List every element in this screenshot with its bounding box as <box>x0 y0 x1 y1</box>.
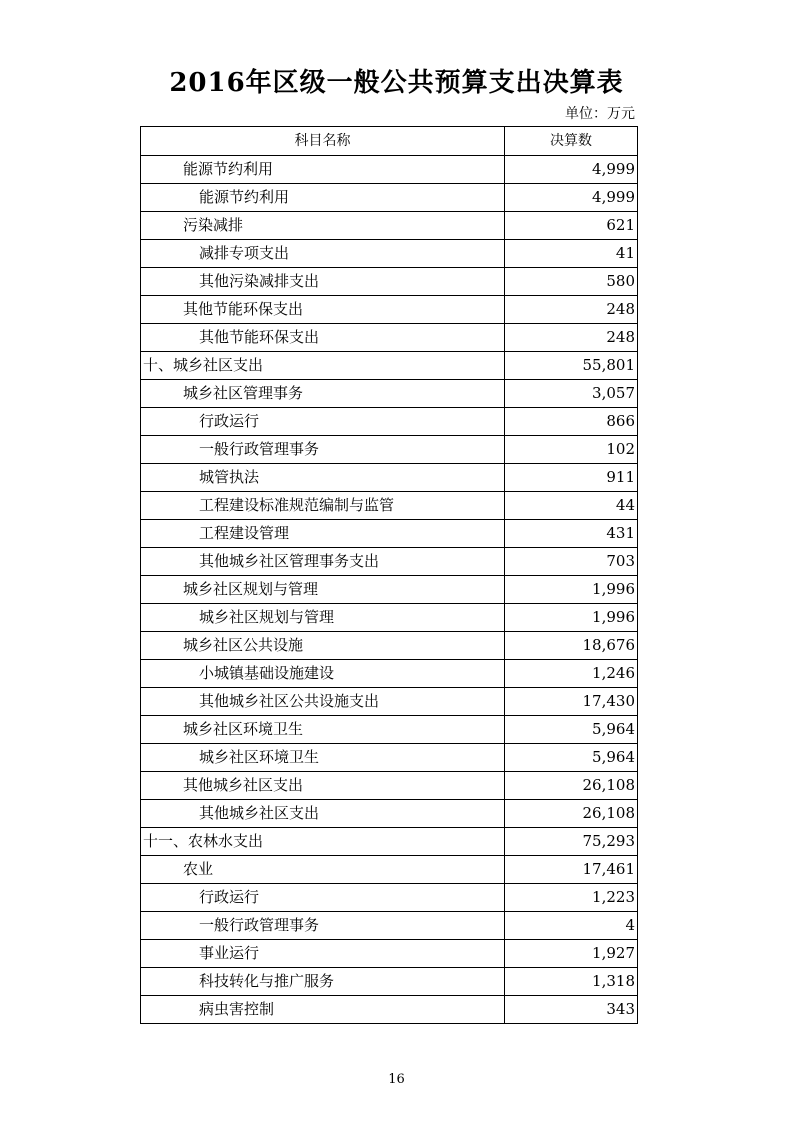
amount-cell: 580 <box>505 268 638 296</box>
subject-name-cell: 其他节能环保支出 <box>141 296 505 324</box>
subject-name-cell: 科技转化与推广服务 <box>141 968 505 996</box>
table-row <box>141 968 638 996</box>
subject-name-cell: 减排专项支出 <box>141 240 505 268</box>
amount-cell: 4 <box>505 912 638 940</box>
subject-name-cell: 城乡社区规划与管理 <box>141 604 505 632</box>
table-row <box>141 352 638 380</box>
table-row <box>141 660 638 688</box>
page-title: 2016年区级一般公共预算支出决算表 <box>169 68 624 98</box>
amount-cell: 4,999 <box>505 156 638 184</box>
subject-name-cell: 城乡社区管理事务 <box>141 380 505 408</box>
subject-name-cell: 城乡社区规划与管理 <box>141 576 505 604</box>
table-row <box>141 464 638 492</box>
budget-table <box>140 126 638 1024</box>
table-row <box>141 324 638 352</box>
table-body <box>141 156 638 1024</box>
subject-name-cell: 其他城乡社区管理事务支出 <box>141 548 505 576</box>
table-row <box>141 772 638 800</box>
table-row <box>141 212 638 240</box>
subject-name-cell: 十、城乡社区支出 <box>141 352 505 380</box>
amount-cell: 26,108 <box>505 772 638 800</box>
amount-cell: 3,057 <box>505 380 638 408</box>
subject-name-cell: 其他城乡社区公共设施支出 <box>141 688 505 716</box>
table-row <box>141 688 638 716</box>
subject-name-cell: 农业 <box>141 856 505 884</box>
table-row <box>141 408 638 436</box>
amount-cell: 703 <box>505 548 638 576</box>
amount-cell: 1,927 <box>505 940 638 968</box>
subject-name-cell: 行政运行 <box>141 408 505 436</box>
table-row <box>141 520 638 548</box>
amount-cell: 4,999 <box>505 184 638 212</box>
table-row <box>141 940 638 968</box>
amount-cell: 102 <box>505 436 638 464</box>
subject-name-cell: 工程建设标准规范编制与监管 <box>141 492 505 520</box>
subject-name-cell: 病虫害控制 <box>141 996 505 1024</box>
subject-name-cell: 一般行政管理事务 <box>141 912 505 940</box>
table-row <box>141 604 638 632</box>
amount-cell: 343 <box>505 996 638 1024</box>
table-row <box>141 884 638 912</box>
table-header-row <box>141 127 638 156</box>
subject-name-cell: 工程建设管理 <box>141 520 505 548</box>
subject-name-cell: 其他节能环保支出 <box>141 324 505 352</box>
subject-name-cell: 城乡社区环境卫生 <box>141 716 505 744</box>
amount-cell: 621 <box>505 212 638 240</box>
table-row <box>141 492 638 520</box>
amount-cell: 1,246 <box>505 660 638 688</box>
amount-cell: 75,293 <box>505 828 638 856</box>
page-number: 16 <box>388 1072 405 1087</box>
subject-name-cell: 小城镇基础设施建设 <box>141 660 505 688</box>
subject-name-cell: 城管执法 <box>141 464 505 492</box>
amount-cell: 41 <box>505 240 638 268</box>
subject-name-cell: 城乡社区环境卫生 <box>141 744 505 772</box>
unit-label: 单位：万元 <box>565 106 635 122</box>
subject-name-cell: 事业运行 <box>141 940 505 968</box>
amount-cell: 911 <box>505 464 638 492</box>
header-subject-name: 科目名称 <box>141 127 505 156</box>
amount-cell: 55,801 <box>505 352 638 380</box>
amount-cell: 5,964 <box>505 744 638 772</box>
header-final-amount: 决算数 <box>505 127 638 156</box>
amount-cell: 17,430 <box>505 688 638 716</box>
amount-cell: 1,318 <box>505 968 638 996</box>
table-row <box>141 240 638 268</box>
table-row <box>141 856 638 884</box>
amount-cell: 1,996 <box>505 576 638 604</box>
amount-cell: 5,964 <box>505 716 638 744</box>
table-row <box>141 184 638 212</box>
subject-name-cell: 十一、农林水支出 <box>141 828 505 856</box>
subject-name-cell: 行政运行 <box>141 884 505 912</box>
table-row <box>141 548 638 576</box>
amount-cell: 18,676 <box>505 632 638 660</box>
table-row <box>141 744 638 772</box>
amount-cell: 44 <box>505 492 638 520</box>
table-row <box>141 632 638 660</box>
table-row <box>141 996 638 1024</box>
table-row <box>141 716 638 744</box>
subject-name-cell: 其他污染减排支出 <box>141 268 505 296</box>
amount-cell: 248 <box>505 324 638 352</box>
amount-cell: 1,996 <box>505 604 638 632</box>
amount-cell: 17,461 <box>505 856 638 884</box>
amount-cell: 1,223 <box>505 884 638 912</box>
amount-cell: 26,108 <box>505 800 638 828</box>
subject-name-cell: 能源节约利用 <box>141 184 505 212</box>
table-row <box>141 576 638 604</box>
amount-cell: 431 <box>505 520 638 548</box>
table-row <box>141 380 638 408</box>
table-row <box>141 436 638 464</box>
subject-name-cell: 污染减排 <box>141 212 505 240</box>
subject-name-cell: 其他城乡社区支出 <box>141 772 505 800</box>
table-row <box>141 268 638 296</box>
table-row <box>141 828 638 856</box>
amount-cell: 248 <box>505 296 638 324</box>
table-row <box>141 800 638 828</box>
table-row <box>141 156 638 184</box>
subject-name-cell: 城乡社区公共设施 <box>141 632 505 660</box>
table-row <box>141 912 638 940</box>
amount-cell: 866 <box>505 408 638 436</box>
subject-name-cell: 一般行政管理事务 <box>141 436 505 464</box>
subject-name-cell: 其他城乡社区支出 <box>141 800 505 828</box>
subject-name-cell: 能源节约利用 <box>141 156 505 184</box>
table-row <box>141 296 638 324</box>
